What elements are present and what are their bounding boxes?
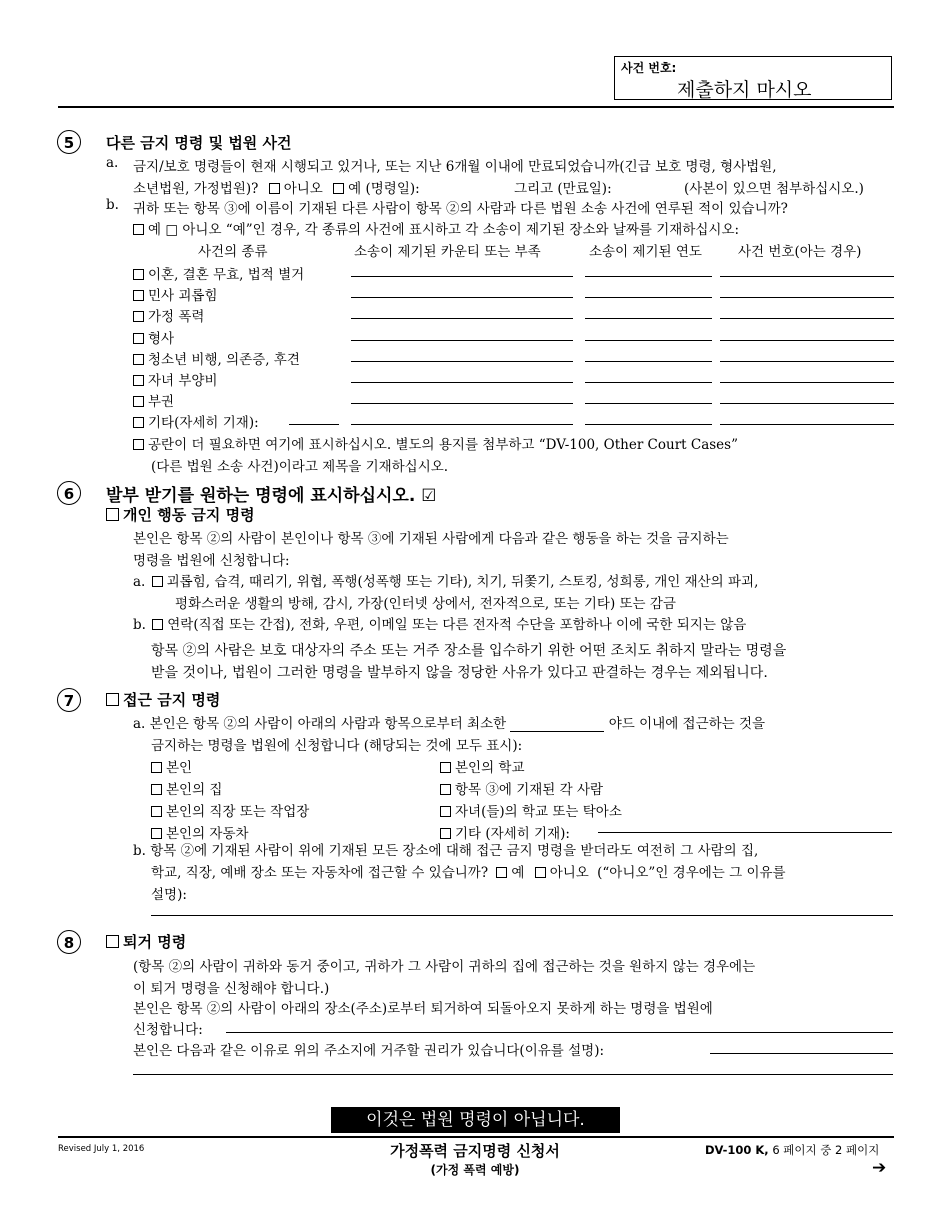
section-5-title: 다른 금지 명령 및 법원 사건 — [106, 134, 292, 152]
personal-conduct-order-label: 개인 행동 금지 명령 — [123, 506, 255, 524]
personal-conduct-order-checkbox[interactable] — [106, 508, 119, 521]
section-6-title — [106, 481, 436, 506]
case-number-label: 사건 번호: — [621, 61, 677, 75]
stay-away-order-label: 접근 금지 명령 — [123, 691, 221, 709]
section-6-intro1: 본인은 항목 ②의 사람이 본인이나 항목 ③에 기재된 사람에게 다음과 같은 행동을 하는 것을 금지하는 — [133, 531, 729, 547]
stay-away-right-option-checkbox[interactable] — [440, 828, 451, 839]
section-7a-text-pre: a. 본인은 항목 ②의 사람이 아래의 사람과 항목으로부터 최소한 — [133, 716, 507, 732]
case-type-label: 부권 — [148, 394, 175, 410]
case-number-input[interactable] — [720, 340, 894, 341]
section-5a-yes-checkbox[interactable] — [333, 183, 344, 194]
case-type-label: 청소년 비행, 의존증, 후견 — [148, 352, 300, 368]
section-7b-no-label: 아니오 — [549, 865, 589, 881]
case-type-checkbox[interactable] — [133, 290, 144, 301]
section-5a-label: a. — [106, 155, 119, 171]
case-type-row — [133, 284, 218, 304]
section-8-line2: 이 퇴거 명령을 신청해야 합니다.) — [133, 981, 330, 997]
checked-box-icon: ☑ — [421, 486, 437, 506]
section-5a-no-label: 아니오 — [283, 181, 323, 197]
stay-away-left-option-checkbox[interactable] — [151, 784, 162, 795]
right-to-live-reason-input-2[interactable] — [133, 1074, 893, 1075]
section-6a-text: 괴롭힘, 습격, 때리기, 위협, 폭행(성폭행 또는 기타), 치기, 뒤쫓기, 스토킹, 성희롱, 개인 재산의 파괴, — [166, 574, 759, 590]
right-to-live-reason-input-1[interactable] — [710, 1053, 893, 1054]
section-6b-label: b. — [133, 617, 146, 633]
do-not-file-text: 제출하지 마시오 — [677, 79, 812, 101]
section-7b-no-checkbox[interactable] — [535, 867, 546, 878]
section-8-title — [106, 931, 186, 952]
stay-away-left-option-label: 본인의 자동차 — [166, 826, 249, 842]
section-7b-line2-text: 학교, 직장, 예배 장소 또는 자동차에 접근할 수 있습니까? — [151, 865, 489, 881]
section-7-number: 7 — [57, 688, 81, 712]
section-7a-text-post: 야드 이내에 접근하는 것을 — [608, 716, 766, 732]
case-type-label: 기타(자세히 기재): — [148, 415, 259, 431]
section-6-title-text: 발부 받기를 원하는 명령에 표시하십시오. — [106, 486, 416, 506]
section-6-subtitle — [106, 504, 255, 525]
stay-away-left-option-label: 본인 — [166, 760, 193, 776]
year-input[interactable] — [585, 276, 712, 277]
case-number-input[interactable] — [720, 297, 894, 298]
case-type-checkbox[interactable] — [133, 269, 144, 280]
col-header-county: 소송이 제기된 카운티 또는 부족 — [354, 244, 541, 260]
case-type-checkbox[interactable] — [133, 333, 144, 344]
section-7a-line2: 금지하는 명령을 법원에 신청합니다 (해당되는 것에 모두 표시): — [151, 738, 523, 754]
year-input[interactable] — [585, 382, 712, 383]
stay-away-left-option-label: 본인의 집 — [166, 782, 223, 798]
section-5-more-line2: (다른 법원 소송 사건)이라고 제목을 기재하십시오. — [151, 459, 449, 475]
case-number-input[interactable] — [720, 403, 894, 404]
stay-away-left-option — [151, 778, 222, 798]
year-input[interactable] — [585, 318, 712, 319]
stay-away-right-option-checkbox[interactable] — [440, 806, 451, 817]
section-5-more-space-checkbox[interactable] — [133, 439, 144, 450]
section-7a-line1 — [133, 712, 765, 732]
case-type-checkbox[interactable] — [133, 417, 144, 428]
section-6-number: 6 — [57, 481, 81, 505]
stay-away-right-option-label: 항목 ③에 기재된 각 사람 — [455, 782, 604, 798]
county-input[interactable] — [351, 318, 573, 319]
case-type-checkbox[interactable] — [133, 375, 144, 386]
section-7b-line1: b. 항목 ②에 기재된 사람이 위에 기재된 모든 장소에 대해 접근 금지 명령을 받더라도 여전히 그 사람의 집, — [133, 843, 759, 859]
case-number-box[interactable] — [614, 56, 892, 100]
section-7b-line2 — [151, 861, 786, 881]
case-type-checkbox[interactable] — [133, 311, 144, 322]
section-6-note1: 항목 ②의 사람은 보호 대상자의 주소 또는 거주 장소를 입수하기 위한 어떤 조치도 취하지 말라는 명령을 — [151, 643, 787, 659]
section-8-line3: 본인은 항목 ②의 사람이 아래의 장소(주소)로부터 퇴거하여 되돌아오지 못하게 하는 명령을 법원에 — [133, 1001, 713, 1017]
year-input[interactable] — [585, 361, 712, 362]
section-5-more-text: 공란이 더 필요하면 여기에 표시하십시오. 별도의 용지를 첨부하고 “DV-100, Other Court Cases” — [148, 437, 739, 453]
header-rule — [58, 106, 894, 108]
col-header-year: 소송이 제기된 연도 — [589, 244, 702, 260]
not-a-court-order-banner: 이것은 법원 명령이 아닙니다. — [331, 1107, 620, 1133]
county-input[interactable] — [351, 361, 573, 362]
section-7b-line2-post: (“아니오”인 경우에는 그 이유를 — [597, 865, 786, 881]
stay-away-left-option — [151, 800, 309, 820]
page-number: 6 페이지 중 2 페이지 — [772, 1143, 880, 1157]
section-8-line5: 본인은 다음과 같은 이유로 위의 주소지에 거주할 권리가 있습니다(이유를 설명): — [133, 1043, 605, 1059]
section-6b-line1 — [133, 613, 746, 633]
case-number-input[interactable] — [720, 276, 894, 277]
case-type-label: 민사 괴롭힘 — [148, 288, 218, 304]
case-type-row — [133, 327, 174, 347]
case-number-input[interactable] — [720, 361, 894, 362]
case-type-checkbox[interactable] — [133, 396, 144, 407]
case-type-row — [133, 390, 174, 410]
stay-away-right-option-label: 자녀(들)의 학교 또는 탁아소 — [455, 804, 622, 820]
year-input[interactable] — [585, 403, 712, 404]
stay-away-right-option-checkbox[interactable] — [440, 784, 451, 795]
case-number-input[interactable] — [720, 382, 894, 383]
stay-away-right-option — [440, 756, 525, 776]
section-5b-line2 — [133, 218, 739, 238]
section-5a-line2-text: 소년법원, 가정법원)? — [133, 181, 259, 197]
section-6a-line1 — [133, 570, 758, 590]
case-type-label: 형사 — [148, 331, 175, 347]
case-type-row — [133, 305, 204, 325]
move-out-order-checkbox[interactable] — [106, 935, 119, 948]
section-5-number: 5 — [57, 130, 81, 154]
other-specify-input[interactable] — [598, 832, 892, 833]
year-input[interactable] — [585, 340, 712, 341]
section-6b-checkbox[interactable] — [152, 619, 163, 630]
county-input[interactable] — [351, 340, 573, 341]
section-5b-line2-text: 예 □ 아니오 “예”인 경우, 각 종류의 사건에 표시하고 각 소송이 제기된 장소와 날짜를 기재하십시오: — [148, 222, 740, 238]
section-8-number: 8 — [57, 930, 81, 954]
case-type-label: 자녀 부양비 — [148, 373, 218, 389]
move-out-address-input[interactable] — [226, 1032, 893, 1033]
section-7b-yes-label: 예 — [511, 865, 525, 881]
form-title: 가정폭력 금지명령 신청서 — [390, 1142, 560, 1160]
form-id-page — [705, 1142, 879, 1158]
footer-rule — [58, 1136, 894, 1138]
case-type-row — [133, 411, 259, 431]
stay-away-left-option-checkbox[interactable] — [151, 828, 162, 839]
stay-away-left-option-checkbox[interactable] — [151, 762, 162, 773]
col-header-case-type: 사건의 종류 — [198, 244, 268, 260]
section-5b-line1: 귀하 또는 항목 ③에 이름이 기재된 다른 사람이 항목 ②의 사람과 다른 법원 소송 사건에 연루된 적이 있습니까? — [133, 201, 788, 217]
section-5a-attach-note: (사본이 있으면 첨부하십시오.) — [684, 181, 864, 197]
county-input[interactable] — [351, 276, 573, 277]
section-6-intro2: 명령을 법원에 신청합니다: — [133, 553, 290, 569]
stay-away-right-option-checkbox[interactable] — [440, 762, 451, 773]
next-page-arrow-icon: ➔ — [872, 1158, 887, 1178]
section-7-title — [106, 689, 220, 710]
case-number-input[interactable] — [720, 424, 894, 425]
form-subtitle: (가정 폭력 예방) — [430, 1163, 520, 1177]
section-6-note2: 받을 것이나, 법원이 그러한 명령을 발부하지 않을 정당한 사유가 있다고 판결하는 경우는 제외됩니다. — [151, 665, 768, 681]
stay-away-right-option — [440, 778, 603, 798]
case-type-row — [133, 369, 218, 389]
stay-away-left-option-checkbox[interactable] — [151, 806, 162, 817]
stay-away-right-option-label: 본인의 학교 — [455, 760, 525, 776]
section-8-line1: (항목 ②의 사람이 귀하와 동거 중이고, 귀하가 그 사람이 귀하의 집에 접근하는 것을 원하지 않는 경우에는 — [133, 959, 756, 975]
case-number-input[interactable] — [720, 318, 894, 319]
stay-away-right-option — [440, 800, 622, 820]
section-5a-line1: 금지/보호 명령들이 현재 시행되고 있거나, 또는 지난 6개월 이내에 만료되었습니까(긴급 보호 명령, 형사법원, — [133, 159, 777, 175]
county-input[interactable] — [351, 424, 573, 425]
stay-away-left-option-label: 본인의 직장 또는 작업장 — [166, 804, 310, 820]
section-5b-label: b. — [106, 197, 119, 213]
section-5a-and-label: 그리고 (만료일): — [514, 181, 612, 197]
yards-input[interactable] — [510, 731, 604, 732]
section-7b-yes-checkbox[interactable] — [496, 867, 507, 878]
county-input[interactable] — [351, 297, 573, 298]
case-type-row — [133, 348, 300, 368]
section-5a-line2 — [133, 177, 420, 197]
section-6a-line2: 평화스러운 생활의 방해, 감시, 가장(인터넷 상에서, 전자적으로, 또는 기타) 또는 감금 — [175, 596, 676, 612]
section-6a-label: a. — [133, 574, 146, 590]
case-type-checkbox[interactable] — [133, 354, 144, 365]
col-header-case-number: 사건 번호(아는 경우) — [738, 244, 862, 260]
section-5a-yes-label: 예 (명령일): — [348, 181, 420, 197]
case-type-label: 가정 폭력 — [148, 309, 205, 325]
section-6a-checkbox[interactable] — [152, 576, 163, 587]
section-5-more-line1 — [133, 433, 738, 453]
section-8-line4: 신청합니다: — [133, 1022, 203, 1038]
section-5a-no-checkbox[interactable] — [269, 183, 280, 194]
county-input[interactable] — [351, 403, 573, 404]
form-id: DV-100 K, — [705, 1143, 769, 1157]
stay-away-left-option — [151, 756, 192, 776]
case-type-label: 이혼, 결혼 무효, 법적 별거 — [148, 267, 305, 283]
move-out-order-label: 퇴거 명령 — [123, 933, 187, 951]
case-type-row — [133, 263, 304, 283]
other-case-type-input[interactable] — [289, 424, 339, 425]
year-input[interactable] — [585, 297, 712, 298]
stay-away-order-checkbox[interactable] — [106, 693, 119, 706]
year-input[interactable] — [585, 424, 712, 425]
section-7b-line3: 설명): — [151, 887, 187, 903]
section-7b-explain-input[interactable] — [151, 915, 893, 916]
county-input[interactable] — [351, 382, 573, 383]
section-6b-text: 연락(직접 또는 간접), 전화, 우편, 이메일 또는 다른 전자적 수단을 포함하나 이에 국한 되지는 않음 — [167, 617, 747, 633]
stay-away-right-option-label: 기타 (자세히 기재): — [455, 826, 570, 842]
revised-date: Revised July 1, 2016 — [58, 1144, 145, 1154]
section-5b-yes-checkbox[interactable] — [133, 224, 144, 235]
